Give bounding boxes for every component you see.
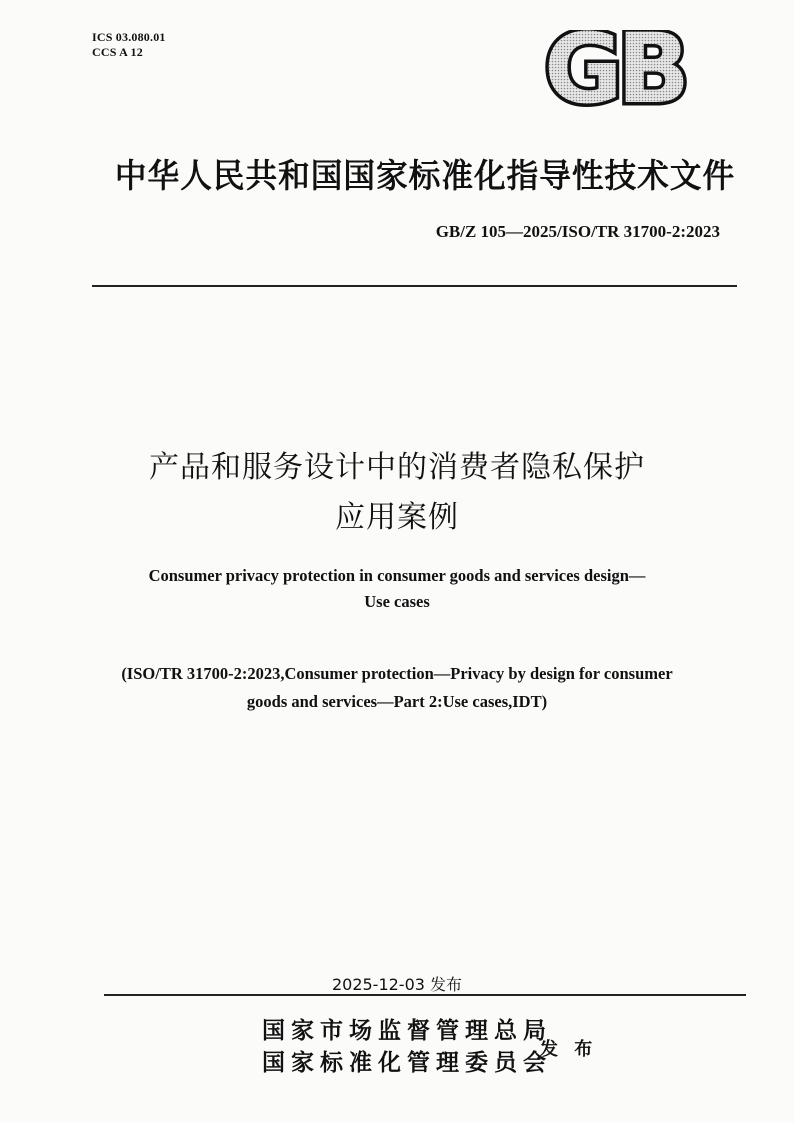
issue-label: 发 布	[540, 1039, 598, 1060]
chinese-title-line-2: 应用案例	[335, 500, 459, 535]
classification-codes	[92, 30, 166, 60]
ics-code: ICS 03.080.01	[92, 30, 166, 44]
english-title-line-1: Consumer privacy protection in consumer goods and services design—	[148, 566, 646, 585]
document-type-title: 中华人民共和国国家标准化指导性技术文件	[114, 156, 736, 195]
ccs-code: CCS A 12	[92, 45, 143, 59]
release-date: 2025-12-03 发布	[331, 975, 463, 994]
header-divider	[92, 285, 737, 287]
chinese-title-line-1: 产品和服务设计中的消费者隐私保护	[149, 450, 645, 485]
adoption-statement-line-2: goods and services—Part 2:Use cases,IDT)	[246, 692, 548, 711]
adoption-statement-line-1: (ISO/TR 31700-2:2023,Consumer protection—Privacy by design for consumer	[121, 664, 673, 683]
document-number: GB/Z 105—2025/ISO/TR 31700-2:2023	[435, 222, 720, 241]
issuer-sac: 国家标准化管理委员会	[262, 1049, 552, 1076]
footer-divider	[104, 994, 746, 996]
english-title-line-2: Use cases	[364, 592, 430, 611]
gb-logo	[536, 30, 692, 110]
issuer-samr: 国家市场监督管理总局	[262, 1017, 552, 1044]
gb-logo-text: GB	[544, 30, 684, 110]
